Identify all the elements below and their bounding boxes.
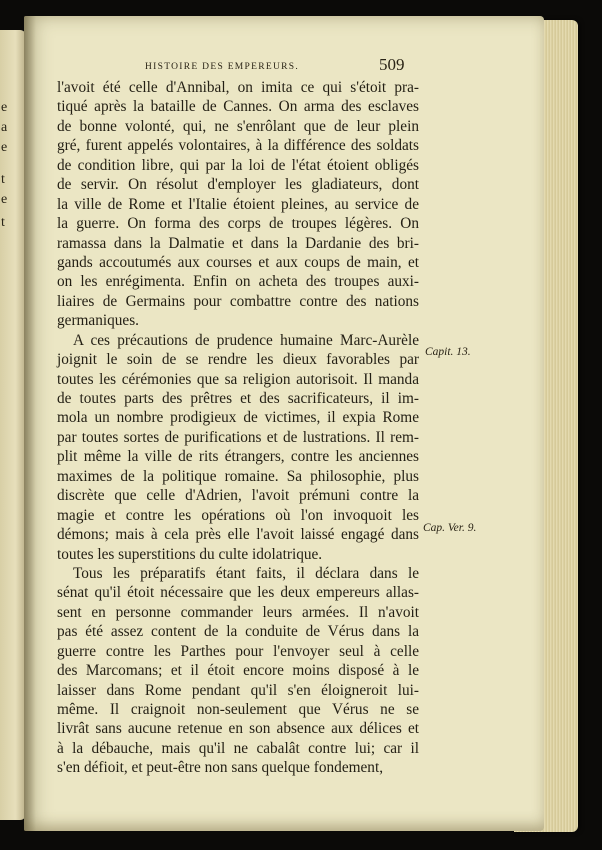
- text-line: pas été assez content de la conduite de Vérus dans la: [57, 623, 419, 641]
- text-line: même. Il craignoit non-seulement que Vérus ne se: [57, 701, 419, 718]
- text-line: ramassa dans la Dalmatie et dans la Dardanie des bri-: [57, 234, 419, 252]
- fragment-char: e: [1, 140, 8, 155]
- text-line: joignit le soin de se rendre les dieux favorables par: [57, 351, 419, 369]
- text-line: toutes les superstitions du culte idolatrique.: [57, 545, 323, 563]
- text-line: discrète que celle d'Adrien, l'avoit prémuni contre la: [57, 487, 419, 505]
- text-line: à la débauche, mais qu'il ne cabalât contre lui; car il: [57, 739, 419, 757]
- text-line: magie et contre les opérations où l'on invoquoit les: [57, 506, 419, 524]
- page-number: 509: [379, 55, 405, 74]
- fragment-char: t: [1, 172, 5, 187]
- text-line: A ces précautions de prudence humaine Marc-Aurèle: [73, 331, 419, 349]
- text-line: de servir. On résolut d'employer les gladiateurs, dont: [57, 176, 419, 194]
- text-line: gré, furent appelés volontaires, à la différence des soldats: [57, 137, 419, 155]
- text-line: sénat qu'il étoit nécessaire que les deux empereurs allas-: [57, 584, 419, 602]
- running-head: HISTOIRE DES EMPEREURS.: [145, 62, 300, 72]
- text-line: germaniques.: [57, 312, 139, 330]
- text-line: Tous les préparatifs étant faits, il déclara dans le: [73, 564, 419, 582]
- text-line: mola un nombre prodigieux de victimes, il expia Rome: [57, 409, 419, 427]
- fragment-char: a: [1, 120, 8, 135]
- fragment-char: t: [1, 215, 5, 230]
- text-line: de bonne volonté, qui, ne s'enrôlant que de leur plein: [57, 117, 419, 135]
- text-line: s'en défioit, et peut-être non sans quelque fondement,: [57, 759, 384, 777]
- text-line: sent en personne commander leurs armées. Il n'avoit: [57, 603, 419, 621]
- facing-page-edge: [0, 30, 26, 820]
- fragment-char: e: [1, 100, 8, 115]
- text-line: l'avoit été celle d'Annibal, on imita ce qui s'étoit pra-: [57, 79, 419, 96]
- text-line: de toutes parts des prêtres et des sacrificateurs, il im-: [57, 390, 419, 407]
- text-line: guerre contre les Parthes pour l'envoyer seul à celle: [57, 642, 419, 660]
- fragment-char: e: [1, 192, 8, 207]
- text-line: la ville de Rome et l'Italie étoient pleines, au service de: [57, 195, 419, 213]
- text-line: des Marcomans; et il étoit encore moins disposé à le: [57, 662, 419, 680]
- text-line: de condition libre, qui par la loi de l'état étoient obligés: [57, 156, 419, 174]
- text-line: toutes les cérémonies que sa religion autorisoit. Il manda: [57, 370, 419, 388]
- text-line: par toutes sortes de purifications et de lustrations. Il rem-: [57, 428, 419, 446]
- text-line: on les enrégimenta. Enfin on acheta des troupes auxi-: [57, 273, 419, 291]
- text-line: plit même la ville de rits étrangers, contre les anciennes: [57, 448, 419, 466]
- text-line: démons; mais à cela près elle l'avoit laissé engagé dans: [57, 526, 419, 544]
- text-line: liaires de Germains pour combattre contre des nations: [57, 292, 419, 310]
- text-line: livrât sans aucune retenue en son absence aux délices et: [57, 720, 419, 738]
- gutter-shadow: [24, 16, 36, 831]
- margin-note-capit: Capit. 13.: [425, 346, 471, 358]
- text-line: laisser dans Rome pendant qu'il s'en éloigneroit lui-: [57, 681, 419, 699]
- text-line: gands accoutumés aux courses et aux coups de main, et: [57, 253, 419, 271]
- text-line: tiqué après la bataille de Cannes. On arma des esclaves: [57, 98, 419, 116]
- body-text: [57, 78, 419, 778]
- text-line: maximes de la politique romaine. Sa philosophie, plus: [57, 467, 419, 485]
- margin-note-cap-ver: Cap. Ver. 9.: [423, 522, 477, 534]
- text-line: la guerre. On forma des corps de troupes légères. On: [57, 215, 419, 233]
